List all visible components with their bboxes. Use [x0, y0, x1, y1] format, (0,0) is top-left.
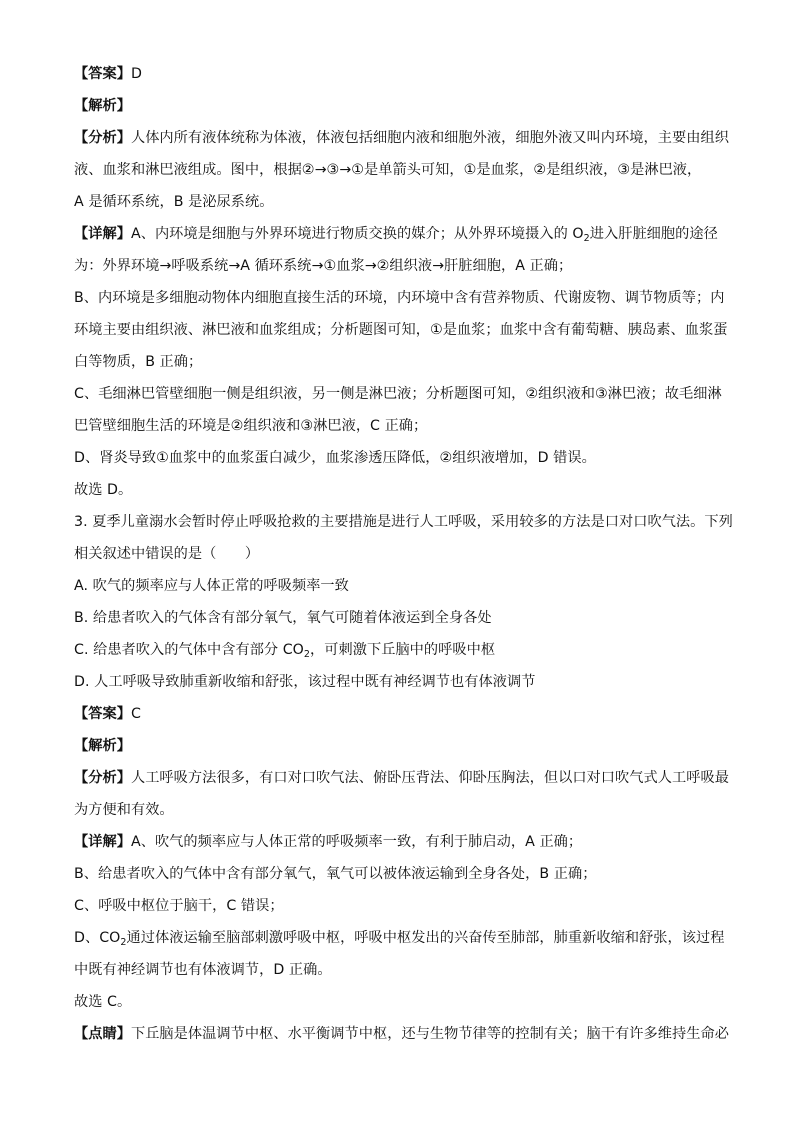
- dianjing-tag: 【点睛】: [74, 1026, 131, 1042]
- xiangjie-tag: 【详解】: [74, 226, 131, 242]
- xiangjie3-line-6: 故选 C。: [74, 994, 132, 1010]
- question-stem-2: 相关叙述中错误的是（ ）: [74, 546, 260, 562]
- xiangjie-line-3: B、内环境是多细胞动物体内细胞直接生活的环境，内环境中含有营养物质、代谢废物、调节物质等；内: [74, 290, 725, 306]
- fenxi-line-2: 液、血浆和淋巴液组成。图中，根据②→③→①是单箭头可知，①是血浆，②是组织液，③是淋巴液，: [74, 162, 702, 178]
- option-c: C. 给患者吹入的气体中含有部分 $CO_2$，可刺激下丘脑中的呼吸中枢: [74, 642, 496, 660]
- fenxi3-line-1: 【分析】人工呼吸方法很多，有口对口吹气法、俯卧压背法、仰卧压胸法，但以口对口吹气式人工呼吸最: [74, 770, 729, 786]
- question-stem-1: 3. 夏季儿童溺水会暂时停止呼吸抢救的主要措施是进行人工呼吸，采用较多的方法是口对口吹气法。下列: [74, 514, 733, 530]
- xiangjie-line-2: 为：外界环境→呼吸系统→A 循环系统→①血浆→②组织液→肝脏细胞，A 正确；: [74, 258, 573, 274]
- option-a: A. 吹气的频率应与人体正常的呼吸频率一致: [74, 578, 349, 594]
- dianjing-line: 【点睛】下丘脑是体温调节中枢、水平衡调节中枢，还与生物节律等的控制有关；脑干有许多维持生命必: [74, 1026, 729, 1042]
- xiangjie-line-4: 环境主要由组织液、淋巴液和血浆组成；分析题图可知，①是血浆；血浆中含有葡萄糖、胰岛素、血浆蛋: [74, 322, 728, 338]
- answer-value: C: [130, 706, 141, 722]
- xiangjie3-line-1: 【详解】A、吹气的频率应与人体正常的呼吸频率一致，有利于肺启动，A 正确；: [74, 834, 583, 850]
- xiangjie3-line-5: 中既有神经调节也有体液调节，D 正确。: [74, 962, 332, 978]
- option-b: B. 给患者吹入的气体含有部分氧气，氧气可随着体液运到全身各处: [74, 610, 492, 626]
- xiangjie-line-8: D、肾炎导致①血浆中的血浆蛋白减少，血浆渗透压降低，②组织液增加，D 错误。: [74, 450, 596, 466]
- answer-line-q3: [74, 704, 141, 724]
- xiangjie-tag: 【详解】: [74, 834, 131, 850]
- option-d: D. 人工呼吸导致肺重新收缩和舒张，该过程中既有神经调节也有体液调节: [74, 674, 536, 690]
- fenxi-tag: 【分析】: [74, 770, 131, 786]
- answer-line-q2: [74, 64, 142, 84]
- analysis-heading: 解析: [88, 98, 117, 114]
- answer-tag: 【答案】: [74, 706, 131, 722]
- fenxi-tag: 【分析】: [74, 130, 131, 146]
- answer-tag: 【答案】: [74, 66, 131, 82]
- analysis-heading: 解析: [88, 738, 117, 754]
- fenxi3-line-2: 为方便和有效。: [74, 802, 174, 818]
- xiangjie3-line-3: C、呼吸中枢位于脑干，C 错误；: [74, 898, 284, 914]
- xiangjie-line-6: C、毛细淋巴管壁细胞一侧是组织液，另一侧是淋巴液；分析题图可知，②组织液和③淋巴液；故毛细淋: [74, 386, 722, 402]
- fenxi-line-1: 【分析】人体内所有液体统称为体液，体液包括细胞内液和细胞外液，细胞外液又叫内环境，主要由组织: [74, 130, 729, 146]
- analysis-heading-q3: 【解析】: [74, 738, 131, 754]
- answer-value: D: [130, 66, 142, 82]
- xiangjie3-line-2: B、给患者吹入的气体中含有部分氧气，氧气可以被体液运输到全身各处，B 正确；: [74, 866, 597, 882]
- xiangjie-line-7: 巴管壁细胞生活的环境是②组织液和③淋巴液，C 正确；: [74, 418, 428, 434]
- xiangjie-line-5: 白等物质，B 正确；: [74, 354, 203, 370]
- xiangjie-line-9: 故选 D。: [74, 482, 133, 498]
- analysis-heading-q2: 【解析】: [74, 98, 131, 114]
- xiangjie3-line-4: D、$CO_2$通过体液运输至脑部刺激呼吸中枢，呼吸中枢发出的兴奋传至肺部，肺重新收缩和舒张，该过程: [74, 930, 725, 948]
- xiangjie-line-1: 【详解】A、内环境是细胞与外界环境进行物质交换的媒介；从外界环境摄入的 $O_2$进入肝脏细胞的途径: [74, 226, 718, 244]
- fenxi-line-3: A 是循环系统，B 是泌尿系统。: [74, 194, 274, 210]
